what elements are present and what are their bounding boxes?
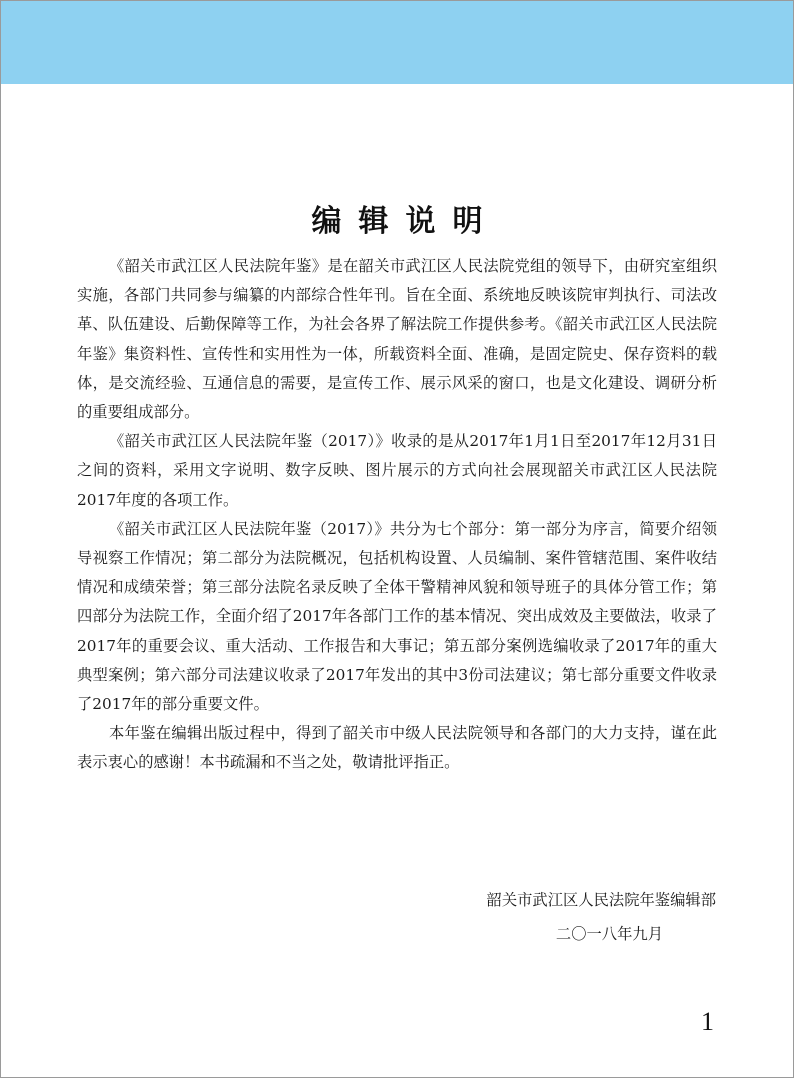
header-band bbox=[1, 1, 793, 84]
paragraph-structure: 《韶关市武江区人民法院年鉴（2017）》共分为七个部分：第一部分为序言，简要介绍领导视察工作情况；第二部分为法院概况，包括机构设置、人员编制、案件管辖范围、案件收结情况和成绩荣誉；第三部分法院名录反映了全体干警精神风貌和领导班子的具体分管工作；第四部分为法院工作，全面介绍了2017年各部门工作的基本情况、突出成效及主要做法，收录了2017年的重要会议、重大活动、工作报告和大事记；第五部分案例选编收录了2017年的重大典型案例；第六部分司法建议收录了2017年发出的其中3份司法建议；第七部分重要文件收录了2017年的部分重要文件。 bbox=[77, 519, 717, 714]
page-number: 1 bbox=[701, 1007, 714, 1036]
paragraph-scope: 《韶关市武江区人民法院年鉴（2017）》收录的是从2017年1月1日至2017年12月31日之间的资料，采用文字说明、数字反映、图片展示的方式向社会展现韶关市武江区人民法院2017年度的各项工作。 bbox=[77, 432, 717, 509]
paragraph-acknowledgement: 本年鉴在编辑出版过程中，得到了韶关市中级人民法院领导和各部门的大力支持，谨在此表示衷心的感谢！本书疏漏和不当之处，敬请批评指正。 bbox=[77, 724, 717, 772]
body-text bbox=[77, 252, 717, 778]
paragraph-intro: 《韶关市武江区人民法院年鉴》是在韶关市武江区人民法院党组的领导下，由研究室组织实施，各部门共同参与编纂的内部综合性年刊。旨在全面、系统地反映该院审判执行、司法改革、队伍建设、后勤保障等工作，为社会各界了解法院工作提供参考。《韶关市武江区人民法院年鉴》集资料性、宣传性和实用性为一体，所载资料全面、准确，是固定院史、保存资料的载体，是交流经验、互通信息的需要，是宣传工作、展示风采的窗口，也是文化建设、调研分析的重要组成部分。 bbox=[77, 257, 717, 422]
signature-organization: 韶关市武江区人民法院年鉴编辑部 bbox=[486, 891, 716, 909]
page-title: 编辑说明 bbox=[311, 204, 500, 240]
signature-date: 二〇一八年九月 bbox=[555, 925, 663, 943]
